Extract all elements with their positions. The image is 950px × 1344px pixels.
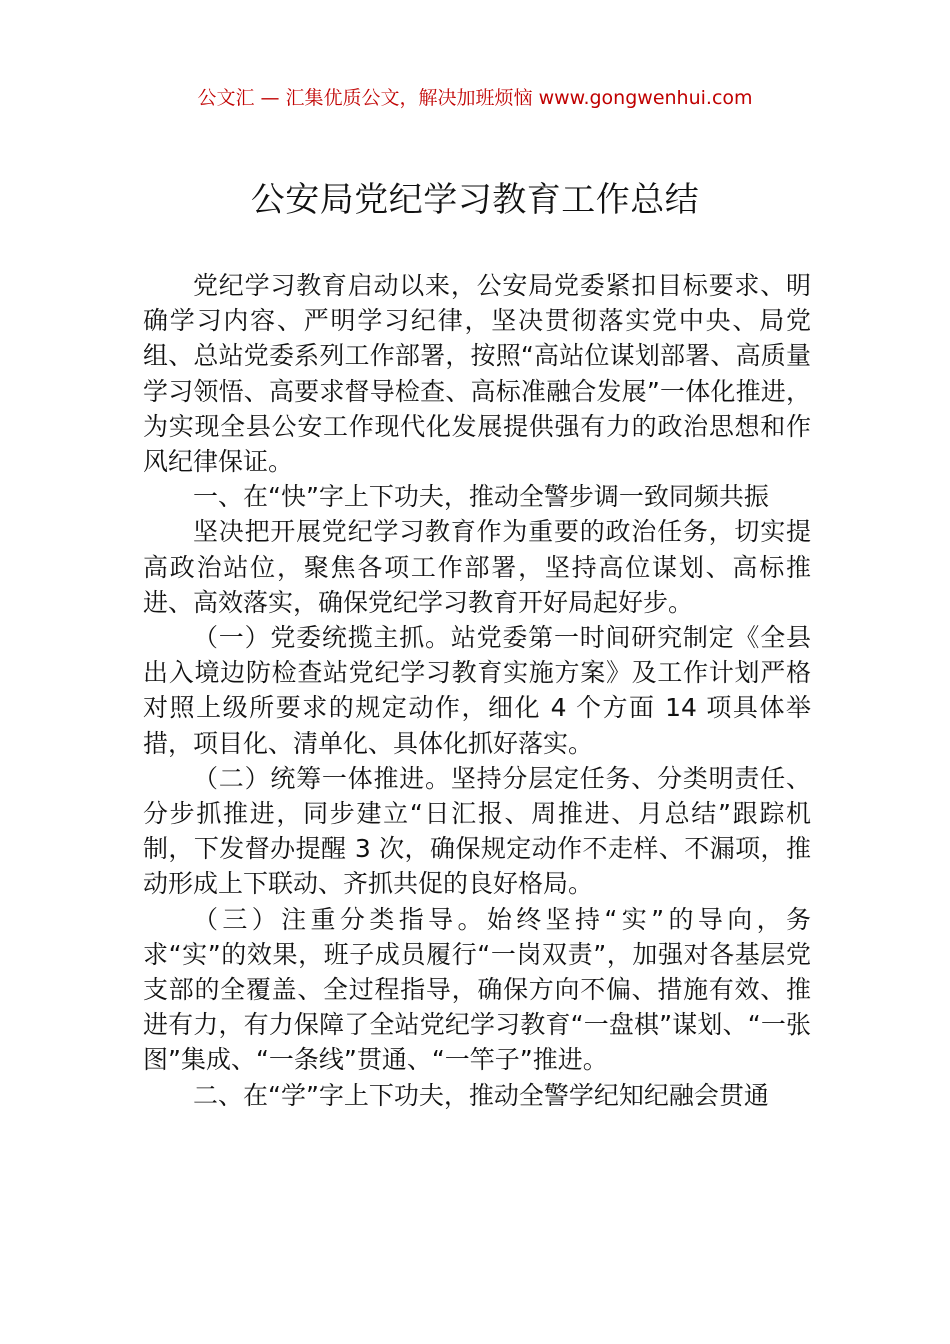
document-body <box>143 268 811 1113</box>
paragraph-subsection-2: （二）统筹一体推进。坚持分层定任务、分类明责任、分步抓推进，同步建立“日汇报、周推进、月总结”跟踪机制，下发督办提醒 3 次，确保规定动作不走样、不漏项，推动形成上下联动、齐抓共促的良好格局。 <box>143 763 811 899</box>
document-title: 公安局党纪学习教育工作总结 <box>250 180 700 220</box>
section-heading-2: 二、在“学”字上下功夫，推动全警学纪知纪融会贯通 <box>193 1080 769 1110</box>
paragraph-subsection-1: （一）党委统揽主抓。站党委第一时间研究制定《全县出入境边防检查站党纪学习教育实施方案》及工作计划严格对照上级所要求的规定动作，细化 4 个方面 14 项具体举措，项目化、清单化、具体化抓好落实。 <box>143 623 811 758</box>
header-banner: 公文汇 — 汇集优质公文，解决加班烦恼 www.gongwenhui.com <box>197 87 753 109</box>
paragraph-subsection-3: （三）注重分类指导。始终坚持“实”的导向，务求“实”的效果，班子成员履行“一岗双责”，加强对各基层党支部的全覆盖、全过程指导，确保方向不偏、措施有效、推进有力，有力保障了全站党纪学习教育“一盘棋”谋划、“一张图”集成、“一条线”贯通、“一竿子”推进。 <box>143 904 811 1075</box>
paragraph-intro: 党纪学习教育启动以来，公安局党委紧扣目标要求、明确学习内容、严明学习纪律，坚决贯彻落实党中央、局党组、总站党委系列工作部署，按照“高站位谋划部署、高质量学习领悟、高要求督导检查、高标准融合发展”一体化推进，为实现全县公安工作现代化发展提供强有力的政治思想和作风纪律保证。 <box>143 271 811 477</box>
paragraph-section-1-intro: 坚决把开展党纪学习教育作为重要的政治任务，切实提高政治站位，聚焦各项工作部署，坚持高位谋划、高标推进、高效落实，确保党纪学习教育开好局起好步。 <box>143 517 811 617</box>
section-heading-1: 一、在“快”字上下功夫，推动全警步调一致同频共振 <box>193 482 769 512</box>
